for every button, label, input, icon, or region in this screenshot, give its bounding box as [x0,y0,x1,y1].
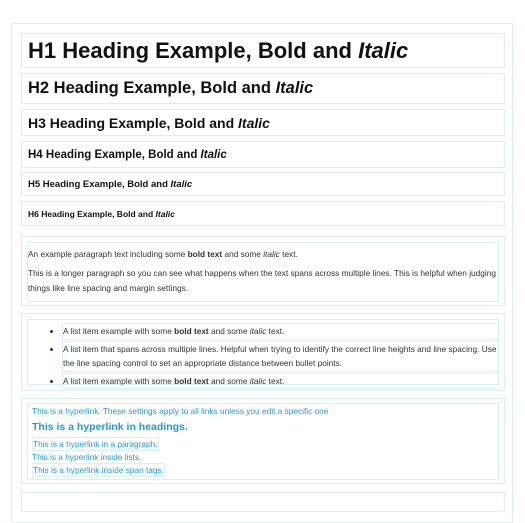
h1-heading [28,38,408,64]
h1-block [21,33,505,68]
h6-italic: Italic [155,208,175,219]
list-item: • A list item example with some bold text and some italic text. [62,373,498,390]
list-hyperlink[interactable]: This is a hyperlink inside lists. [32,452,142,462]
h4-heading [28,149,227,161]
h2-block [21,73,505,104]
paragraph-1: An example paragraph text including some bold text and some italic text. [28,249,298,259]
h5-heading [28,179,192,190]
h2-text: H2 Heading Example, Bold and [28,79,276,97]
paragraph-hyperlink[interactable]: This is a hyperlink in a paragraph. [33,439,158,449]
hyperlink-intro[interactable]: This is a hyperlink. These settings apply to all links unless you edit a specific one [32,406,329,416]
h4-text: H4 Heading Example, Bold and [28,148,201,161]
bold-text: bold text [187,249,223,259]
h5-block [21,172,505,196]
h3-block [21,109,505,136]
h2-italic: Italic [275,79,314,97]
h4-block [21,141,505,168]
h3-heading [28,115,270,131]
h4-italic: Italic [200,148,227,161]
h6-text: H6 Heading Example, Bold and [28,208,156,219]
h5-italic: Italic [170,178,193,190]
italic-text: italic [263,249,280,259]
h5-text: H5 Heading Example, Bold and [28,178,171,190]
h3-text: H3 Heading Example, Bold and [28,114,239,131]
h1-italic: Italic [358,37,409,63]
link-block [27,403,499,480]
paragraph-block [27,242,499,302]
h6-heading [28,209,175,219]
h1-text: H1 Heading Example, Bold and [28,37,359,63]
bullet-list [28,323,498,389]
h6-block [21,201,505,226]
list-item: • A list item example with some bold text and some italic text. [62,323,498,340]
list-block [27,319,499,385]
next-section [21,492,505,512]
span-hyperlink[interactable]: This is a hyperlink inside span tags. [33,465,164,475]
paragraph-2: This is a longer paragraph so you can see what happens when the text spans across multiple lines. This is helpful when judging things like line spacing and margin settings. [28,268,496,293]
h3-italic: Italic [238,114,270,131]
list-item: • A list item that spans across multiple lines. Helpful when trying to identify the correct line heights and line spacing. Use the line spacing control to set an appropriate distance between bullet points. [62,341,498,372]
h2-heading [28,79,313,98]
heading-hyperlink[interactable]: This is a hyperlink in headings. [32,421,188,433]
